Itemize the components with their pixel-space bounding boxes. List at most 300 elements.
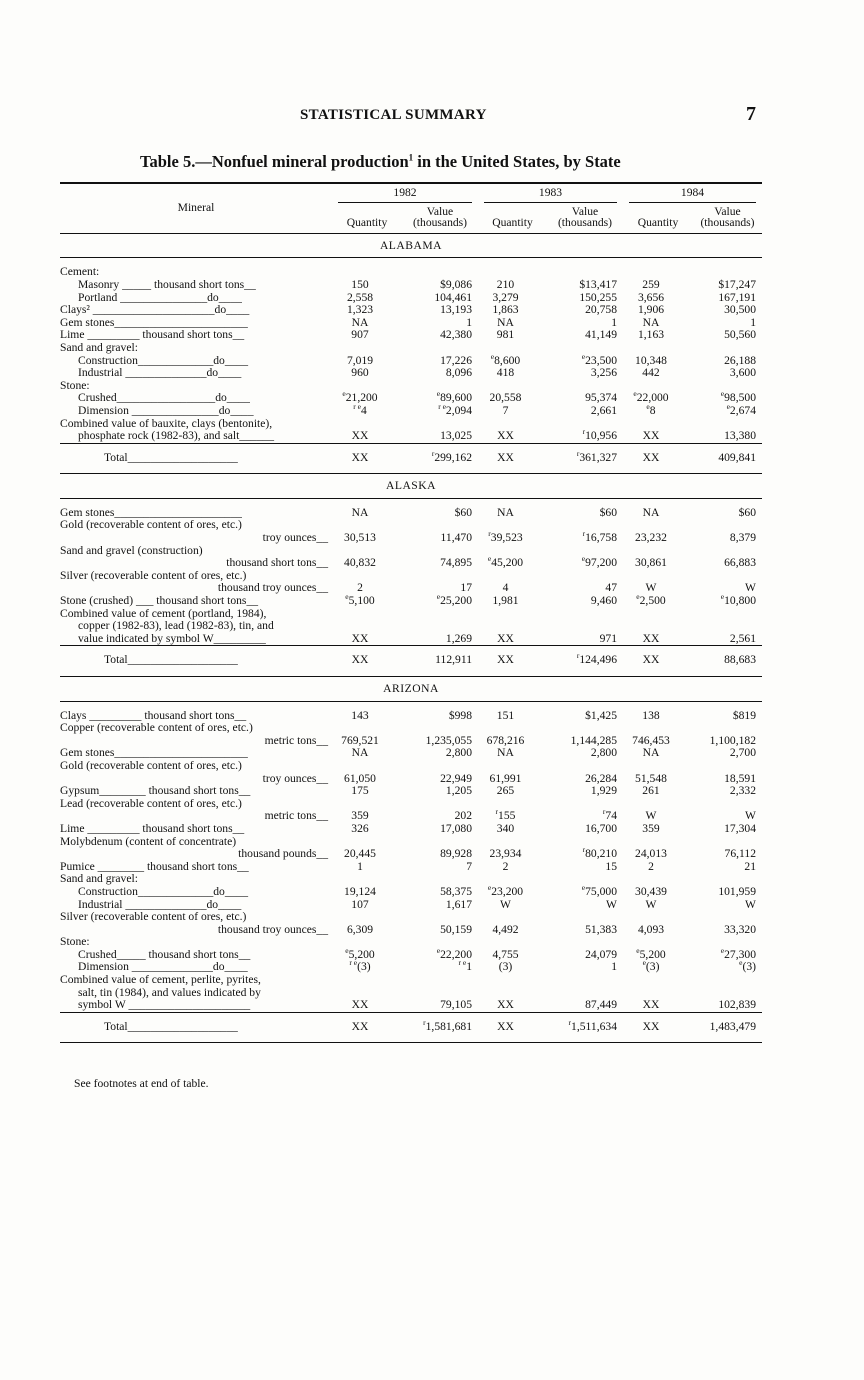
year-header-1982: 1982 (332, 183, 478, 203)
quantity-cell: $^e$23,200 (487, 883, 524, 898)
total-label: Total___________________ (60, 646, 332, 677)
value-cell: $^e$(3) (739, 958, 756, 974)
value-cell: $9,086 (440, 277, 472, 291)
quantity-cell: 960 (351, 366, 369, 380)
quantity-cell: 7,019 (346, 353, 374, 367)
production-table (60, 182, 762, 1043)
value-cell: 51,383 (585, 922, 617, 936)
quantity-cell: XX (642, 631, 660, 645)
quantity-cell: $^{r e}$(3) (349, 958, 371, 974)
mineral-label: thousand troy ounces__ (217, 582, 328, 595)
quantity-cell: $^e$5,200 (345, 946, 375, 961)
value-cell: $^r$1,511,634 (547, 1012, 623, 1043)
table-row (60, 392, 762, 405)
value-cell: W (745, 581, 756, 595)
quantity-cell: NA (497, 315, 514, 329)
table-title-footnote-mark: 1 (408, 152, 414, 163)
value-cell: 1 (466, 315, 472, 329)
mineral-label: troy ounces__ (262, 772, 328, 785)
quantity-cell: $^{r e}$4 (353, 402, 367, 417)
mineral-group-heading-row (60, 760, 762, 773)
mineral-group-heading: Gold (recoverable content of ores, etc.) (60, 759, 242, 772)
quantity-cell: 4,093 (637, 922, 665, 936)
value-cell: $998 (448, 708, 472, 722)
value-cell: $^e$22,200 (436, 946, 472, 961)
mineral-label: value indicated by symbol W_________ (78, 632, 266, 645)
mineral-group-heading: Combined value of bauxite, clays (bentonite), (60, 417, 273, 430)
mineral-group-heading: Stone: (60, 379, 90, 392)
quantity-cell: 1,863 (492, 303, 519, 317)
table-row (60, 304, 762, 317)
quantity-cell: 2 (502, 859, 509, 873)
quantity-cell: XX (642, 429, 660, 443)
value-cell: $^e$25,200 (436, 592, 472, 608)
value-cell: $60 (599, 505, 617, 519)
value-cell: 74,895 (440, 556, 472, 570)
value-cell: 17,226 (440, 353, 472, 367)
value-cell: 13,380 (724, 429, 756, 443)
quantity-cell: XX (497, 631, 514, 645)
table-row (60, 861, 762, 874)
mineral-label: Stone (crushed) ___ thousand short tons__ (60, 595, 259, 608)
value-cell: 202 (454, 809, 472, 823)
mineral-group-heading-row (60, 342, 762, 355)
table-row (60, 899, 762, 912)
state-heading: ALASKA (60, 474, 762, 499)
value-header: Value (thousands) (547, 203, 623, 234)
value-cell: W (606, 897, 617, 911)
total-row (60, 1012, 762, 1043)
quantity-header: Quantity (478, 203, 547, 234)
value-cell: 1,100,182 (709, 733, 756, 747)
value-cell: 16,700 (585, 821, 617, 835)
quantity-cell: 4,492 (492, 922, 519, 936)
quantity-cell: $^e$2,500 (636, 592, 666, 608)
quantity-cell: 2 (357, 581, 363, 595)
quantity-header: Quantity (332, 203, 402, 234)
year-header-1984: 1984 (623, 183, 762, 203)
value-cell: $^e$75,000 (581, 883, 617, 898)
mineral-label: metric tons__ (264, 810, 328, 823)
value-cell: $^e$23,500 (581, 351, 617, 367)
quantity-cell: 23,934 (489, 847, 522, 861)
quantity-cell: 20,558 (489, 391, 522, 405)
value-cell: 2,332 (729, 784, 756, 798)
quantity-cell: NA (351, 746, 369, 760)
value-cell: 1,144,285 (570, 733, 617, 747)
quantity-cell: $^e$22,000 (633, 389, 669, 405)
mineral-group-heading-row (60, 936, 762, 949)
mineral-label: Construction_____________do____ (78, 885, 249, 898)
quantity-cell: XX (642, 998, 660, 1012)
value-cell: 26,284 (585, 771, 617, 785)
mineral-label: thousand troy ounces__ (217, 923, 328, 936)
table-title-main: Table 5.—Nonfuel mineral production (140, 152, 409, 171)
value-cell: 1,269 (445, 631, 472, 645)
quantity-cell: NA (351, 315, 369, 329)
mineral-label: thousand short tons__ (226, 557, 328, 570)
quantity-cell: W (645, 581, 657, 595)
quantity-cell: 326 (351, 821, 369, 835)
value-cell: $^e$27,300 (720, 946, 756, 961)
mineral-label: Gem stones_______________________ (60, 316, 248, 329)
table-title (140, 152, 621, 172)
value-cell: W (745, 897, 756, 911)
mineral-label: troy ounces__ (262, 532, 328, 545)
quantity-cell: $^e$8,600 (490, 351, 521, 367)
quantity-cell: XX (478, 646, 547, 677)
mineral-group-heading: salt, tin (1984), and values indicated by (78, 986, 261, 999)
mineral-label: Clays _________ thousand short tons__ (60, 709, 247, 722)
mineral-group-heading: Copper (recoverable content of ores, etc.) (60, 722, 253, 735)
value-cell: 112,911 (402, 646, 478, 677)
mineral-label: symbol W _____________________ (78, 999, 251, 1012)
mineral-label: Lime _________ thousand short tons__ (60, 822, 245, 835)
quantity-cell: 107 (351, 897, 369, 911)
mineral-label: Gem stones______________________ (60, 506, 242, 519)
value-cell: 42,380 (440, 328, 472, 342)
value-cell: $819 (732, 708, 756, 722)
mineral-label: thousand pounds__ (238, 848, 328, 861)
value-cell: 47 (605, 581, 617, 595)
quantity-cell: XX (332, 646, 402, 677)
mineral-group-heading: Cement: (60, 266, 100, 279)
value-cell: 3,600 (729, 366, 756, 380)
value-cell: 1 (750, 315, 756, 329)
mineral-label: Crushed_________________do____ (78, 392, 250, 405)
state-heading-row (60, 233, 762, 258)
table-row (60, 279, 762, 292)
quantity-cell: 210 (496, 277, 515, 291)
table-row (60, 633, 762, 646)
value-cell: $60 (454, 505, 472, 519)
quantity-cell: XX (351, 998, 369, 1012)
quantity-cell: W (645, 897, 657, 911)
table-row (60, 747, 762, 760)
quantity-cell: XX (623, 1012, 693, 1043)
value-cell: 1,617 (445, 897, 472, 911)
value-cell: $^e$98,500 (720, 389, 756, 405)
quantity-cell: 19,124 (344, 884, 376, 898)
quantity-cell: 4,755 (492, 947, 519, 961)
value-cell: $^{r e}$1 (458, 958, 472, 974)
running-title: STATISTICAL SUMMARY (300, 107, 487, 123)
mineral-label: Crushed_____ thousand short tons__ (78, 948, 251, 961)
quantity-cell: 30,513 (344, 531, 376, 545)
quantity-cell: XX (623, 646, 693, 677)
quantity-header: Quantity (623, 203, 693, 234)
quantity-cell: 1 (357, 859, 363, 873)
quantity-cell: 2 (648, 859, 654, 873)
value-header: Value (thousands) (402, 203, 478, 234)
value-cell: 26,188 (724, 353, 756, 367)
value-cell: $^r$80,210 (582, 845, 617, 861)
quantity-cell: 61,991 (489, 771, 522, 785)
mineral-group-heading: Combined value of cement (portland, 1984), (60, 607, 267, 620)
row-gap (60, 258, 762, 267)
quantity-cell: 51,548 (635, 771, 667, 785)
mineral-label: Gem stones_______________________ (60, 747, 248, 760)
quantity-cell: 907 (351, 328, 369, 342)
quantity-cell: $^r$155 (495, 807, 516, 823)
mineral-column-header: Mineral (60, 183, 332, 233)
value-cell: 95,374 (585, 391, 617, 405)
value-cell: 1,483,479 (693, 1012, 762, 1043)
quantity-cell: 4 (502, 581, 509, 595)
value-cell: 104,461 (434, 290, 472, 304)
table-row (60, 595, 762, 608)
year-header-row (60, 183, 762, 203)
quantity-cell: $^e$45,200 (487, 554, 524, 570)
value-cell: 2,661 (590, 403, 617, 417)
total-row (60, 443, 762, 474)
value-cell: 101,959 (718, 884, 756, 898)
value-cell: W (745, 809, 756, 823)
value-cell: 8,379 (729, 531, 756, 545)
value-cell: $^e$10,800 (720, 592, 756, 608)
mineral-label: Construction_____________do____ (78, 354, 249, 367)
quantity-cell: 20,445 (344, 847, 376, 861)
value-cell: 2,800 (590, 746, 617, 760)
quantity-cell: 61,050 (344, 771, 376, 785)
quantity-cell: 143 (351, 708, 369, 722)
quantity-cell: 769,521 (341, 733, 379, 747)
quantity-cell: 151 (496, 708, 515, 722)
quantity-cell: XX (351, 429, 369, 443)
mineral-group-heading: Combined value of cement, perlite, pyrites, (60, 974, 261, 987)
table-row (60, 823, 762, 836)
value-cell: $^e$2,674 (726, 402, 756, 417)
page-number: 7 (746, 103, 756, 125)
table-row (60, 329, 762, 342)
mineral-label: Lime _________ thousand short tons__ (60, 329, 245, 342)
quantity-cell: 30,439 (635, 884, 667, 898)
total-row (60, 646, 762, 677)
value-cell: 1 (611, 960, 617, 974)
value-cell: 167,191 (718, 290, 756, 304)
value-cell: 58,375 (440, 884, 472, 898)
value-cell: $^r$74 (602, 807, 617, 823)
mineral-group-heading: Sand and gravel (construction) (60, 544, 203, 557)
value-cell: 3,256 (590, 366, 617, 380)
quantity-cell: NA (642, 505, 660, 519)
quantity-cell: 2,558 (346, 290, 374, 304)
value-cell: $1,425 (585, 708, 617, 722)
quantity-cell: 10,348 (635, 353, 667, 367)
state-heading-row (60, 677, 762, 702)
value-cell: $^e$97,200 (581, 554, 617, 570)
quantity-cell: 1,323 (346, 303, 374, 317)
value-header: Value (thousands) (693, 203, 762, 234)
quantity-cell: 138 (642, 708, 660, 722)
value-cell: 8,096 (445, 366, 472, 380)
mineral-label: Industrial ______________do____ (78, 367, 242, 380)
value-cell: 17,304 (724, 821, 756, 835)
value-cell: $^r$299,162 (402, 443, 478, 474)
quantity-cell: 340 (496, 821, 515, 835)
mineral-group-heading: Silver (recoverable content of ores, etc.) (60, 569, 247, 582)
quantity-cell: 1,906 (637, 303, 665, 317)
value-cell: 76,112 (724, 847, 756, 861)
quantity-cell: W (500, 897, 511, 911)
value-cell: 20,758 (585, 303, 617, 317)
mineral-label: metric tons__ (264, 734, 328, 747)
quantity-cell: $^e$(3) (642, 958, 660, 974)
value-cell: 50,560 (724, 328, 756, 342)
mineral-label: Masonry _____ thousand short tons__ (78, 278, 256, 291)
quantity-cell: NA (497, 746, 514, 760)
quantity-cell: $^r$39,523 (488, 529, 523, 545)
value-cell: 50,159 (440, 922, 472, 936)
mineral-group-heading: Sand and gravel: (60, 341, 138, 354)
quantity-cell: $^e$8 (646, 402, 656, 417)
quantity-cell: 265 (496, 784, 515, 798)
quantity-cell: 7 (502, 403, 509, 417)
value-cell: $^r$16,758 (582, 529, 617, 545)
table-row (60, 848, 762, 861)
quantity-cell: $^e$5,200 (636, 946, 666, 961)
quantity-cell: XX (497, 429, 514, 443)
quantity-cell: (3) (498, 960, 513, 974)
value-cell: 1 (611, 315, 617, 329)
value-cell: 13,025 (440, 429, 472, 443)
quantity-cell: XX (478, 443, 547, 474)
value-cell: $13,417 (579, 277, 617, 291)
quantity-cell: 442 (642, 366, 660, 380)
value-cell: 7 (466, 859, 472, 873)
value-cell: $^r$1,581,681 (402, 1012, 478, 1043)
table-row (60, 367, 762, 380)
quantity-cell: 3,656 (637, 290, 665, 304)
total-label: Total___________________ (60, 1012, 332, 1043)
value-cell: 409,841 (693, 443, 762, 474)
value-cell: 89,928 (440, 847, 472, 861)
quantity-cell: NA (642, 315, 660, 329)
value-cell: 24,079 (585, 947, 617, 961)
footnote-note: See footnotes at end of table. (74, 1077, 209, 1090)
table-row (60, 430, 762, 443)
value-cell: $^r$124,496 (547, 646, 623, 677)
quantity-cell: 6,309 (346, 922, 374, 936)
value-cell: 33,320 (724, 922, 756, 936)
mineral-label: Gypsum________ thousand short tons__ (60, 785, 251, 798)
quantity-cell: 359 (642, 821, 660, 835)
quantity-cell: XX (332, 443, 402, 474)
quantity-cell: 175 (351, 784, 369, 798)
value-cell: 1,929 (590, 784, 617, 798)
quantity-cell: 418 (496, 366, 515, 380)
mineral-group-heading: Stone: (60, 936, 90, 949)
value-cell: 971 (599, 631, 617, 645)
quantity-cell: 678,216 (486, 733, 525, 747)
table-body (60, 233, 762, 1043)
value-cell: 87,449 (585, 998, 617, 1012)
table-row (60, 557, 762, 570)
mineral-group-heading-row (60, 620, 762, 633)
value-cell: 22,949 (440, 771, 472, 785)
mineral-group-heading-row (60, 570, 762, 583)
value-cell: 41,149 (585, 328, 617, 342)
quantity-cell: XX (623, 443, 693, 474)
value-cell: 17,080 (440, 821, 472, 835)
table-row (60, 405, 762, 418)
quantity-cell: 1,981 (492, 594, 519, 608)
table-row (60, 961, 762, 974)
table-row (60, 507, 762, 520)
quantity-cell: XX (332, 1012, 402, 1043)
state-heading: ALABAMA (60, 233, 762, 258)
quantity-cell: NA (351, 505, 369, 519)
value-cell: $^e$89,600 (436, 389, 472, 405)
table-row (60, 886, 762, 899)
value-cell: 2,800 (445, 746, 472, 760)
mineral-group-heading-row (60, 608, 762, 621)
value-cell: 150,255 (579, 290, 617, 304)
quantity-cell: 23,232 (635, 531, 667, 545)
quantity-cell: 3,279 (492, 290, 519, 304)
quantity-cell: XX (497, 998, 514, 1012)
quantity-cell: 261 (642, 784, 660, 798)
value-cell: 1,205 (445, 784, 472, 798)
mineral-group-heading: Molybdenum (content of concentrate) (60, 835, 237, 848)
mineral-group-heading-row (60, 722, 762, 735)
quantity-cell: 40,832 (344, 556, 376, 570)
mineral-group-heading: copper (1982-83), lead (1982-83), tin, and (78, 620, 274, 633)
quantity-cell: 259 (642, 277, 660, 291)
quantity-cell: XX (351, 631, 369, 645)
quantity-cell: 24,013 (635, 847, 667, 861)
mineral-group-heading: Gold (recoverable content of ores, etc.) (60, 519, 242, 532)
quantity-cell: 981 (496, 328, 515, 342)
state-heading: ARIZONA (60, 677, 762, 702)
mineral-group-heading-row (60, 911, 762, 924)
value-cell: 88,683 (693, 646, 762, 677)
mineral-label: Clays² _____________________do____ (60, 304, 250, 317)
mineral-label: Dimension _______________do____ (78, 404, 254, 417)
value-cell: 9,460 (590, 594, 617, 608)
quantity-cell: 359 (351, 809, 369, 823)
table-title-rest: in the United States, by State (413, 152, 621, 171)
mineral-label: Portland _______________do____ (78, 291, 242, 304)
table-row (60, 999, 762, 1012)
value-cell: 30,500 (724, 303, 756, 317)
value-cell: 15 (605, 859, 617, 873)
quantity-cell: 150 (351, 277, 369, 291)
value-cell: $^r$10,956 (582, 427, 617, 443)
table-row (60, 924, 762, 937)
value-cell: $60 (738, 505, 756, 519)
mineral-group-heading-row (60, 974, 762, 987)
table-row (60, 785, 762, 798)
value-cell: 2,561 (729, 631, 756, 645)
value-cell: 18,591 (724, 771, 756, 785)
year-header-1983: 1983 (478, 183, 623, 203)
total-label: Total___________________ (60, 443, 332, 474)
mineral-group-heading: Silver (recoverable content of ores, etc.) (60, 911, 247, 924)
mineral-label: Dimension ______________do____ (78, 961, 248, 974)
quantity-cell: NA (642, 746, 660, 760)
quantity-cell: 1,163 (637, 328, 665, 342)
quantity-cell: XX (478, 1012, 547, 1043)
quantity-cell: W (645, 809, 657, 823)
state-heading-row (60, 474, 762, 499)
running-header (0, 103, 864, 127)
quantity-cell: $^e$5,100 (345, 592, 375, 608)
quantity-cell: 746,453 (632, 733, 670, 747)
value-cell: $^{r e}$2,094 (438, 402, 472, 417)
mineral-group-heading: Sand and gravel: (60, 873, 138, 886)
mineral-label: Pumice ________ thousand short tons__ (60, 860, 249, 873)
